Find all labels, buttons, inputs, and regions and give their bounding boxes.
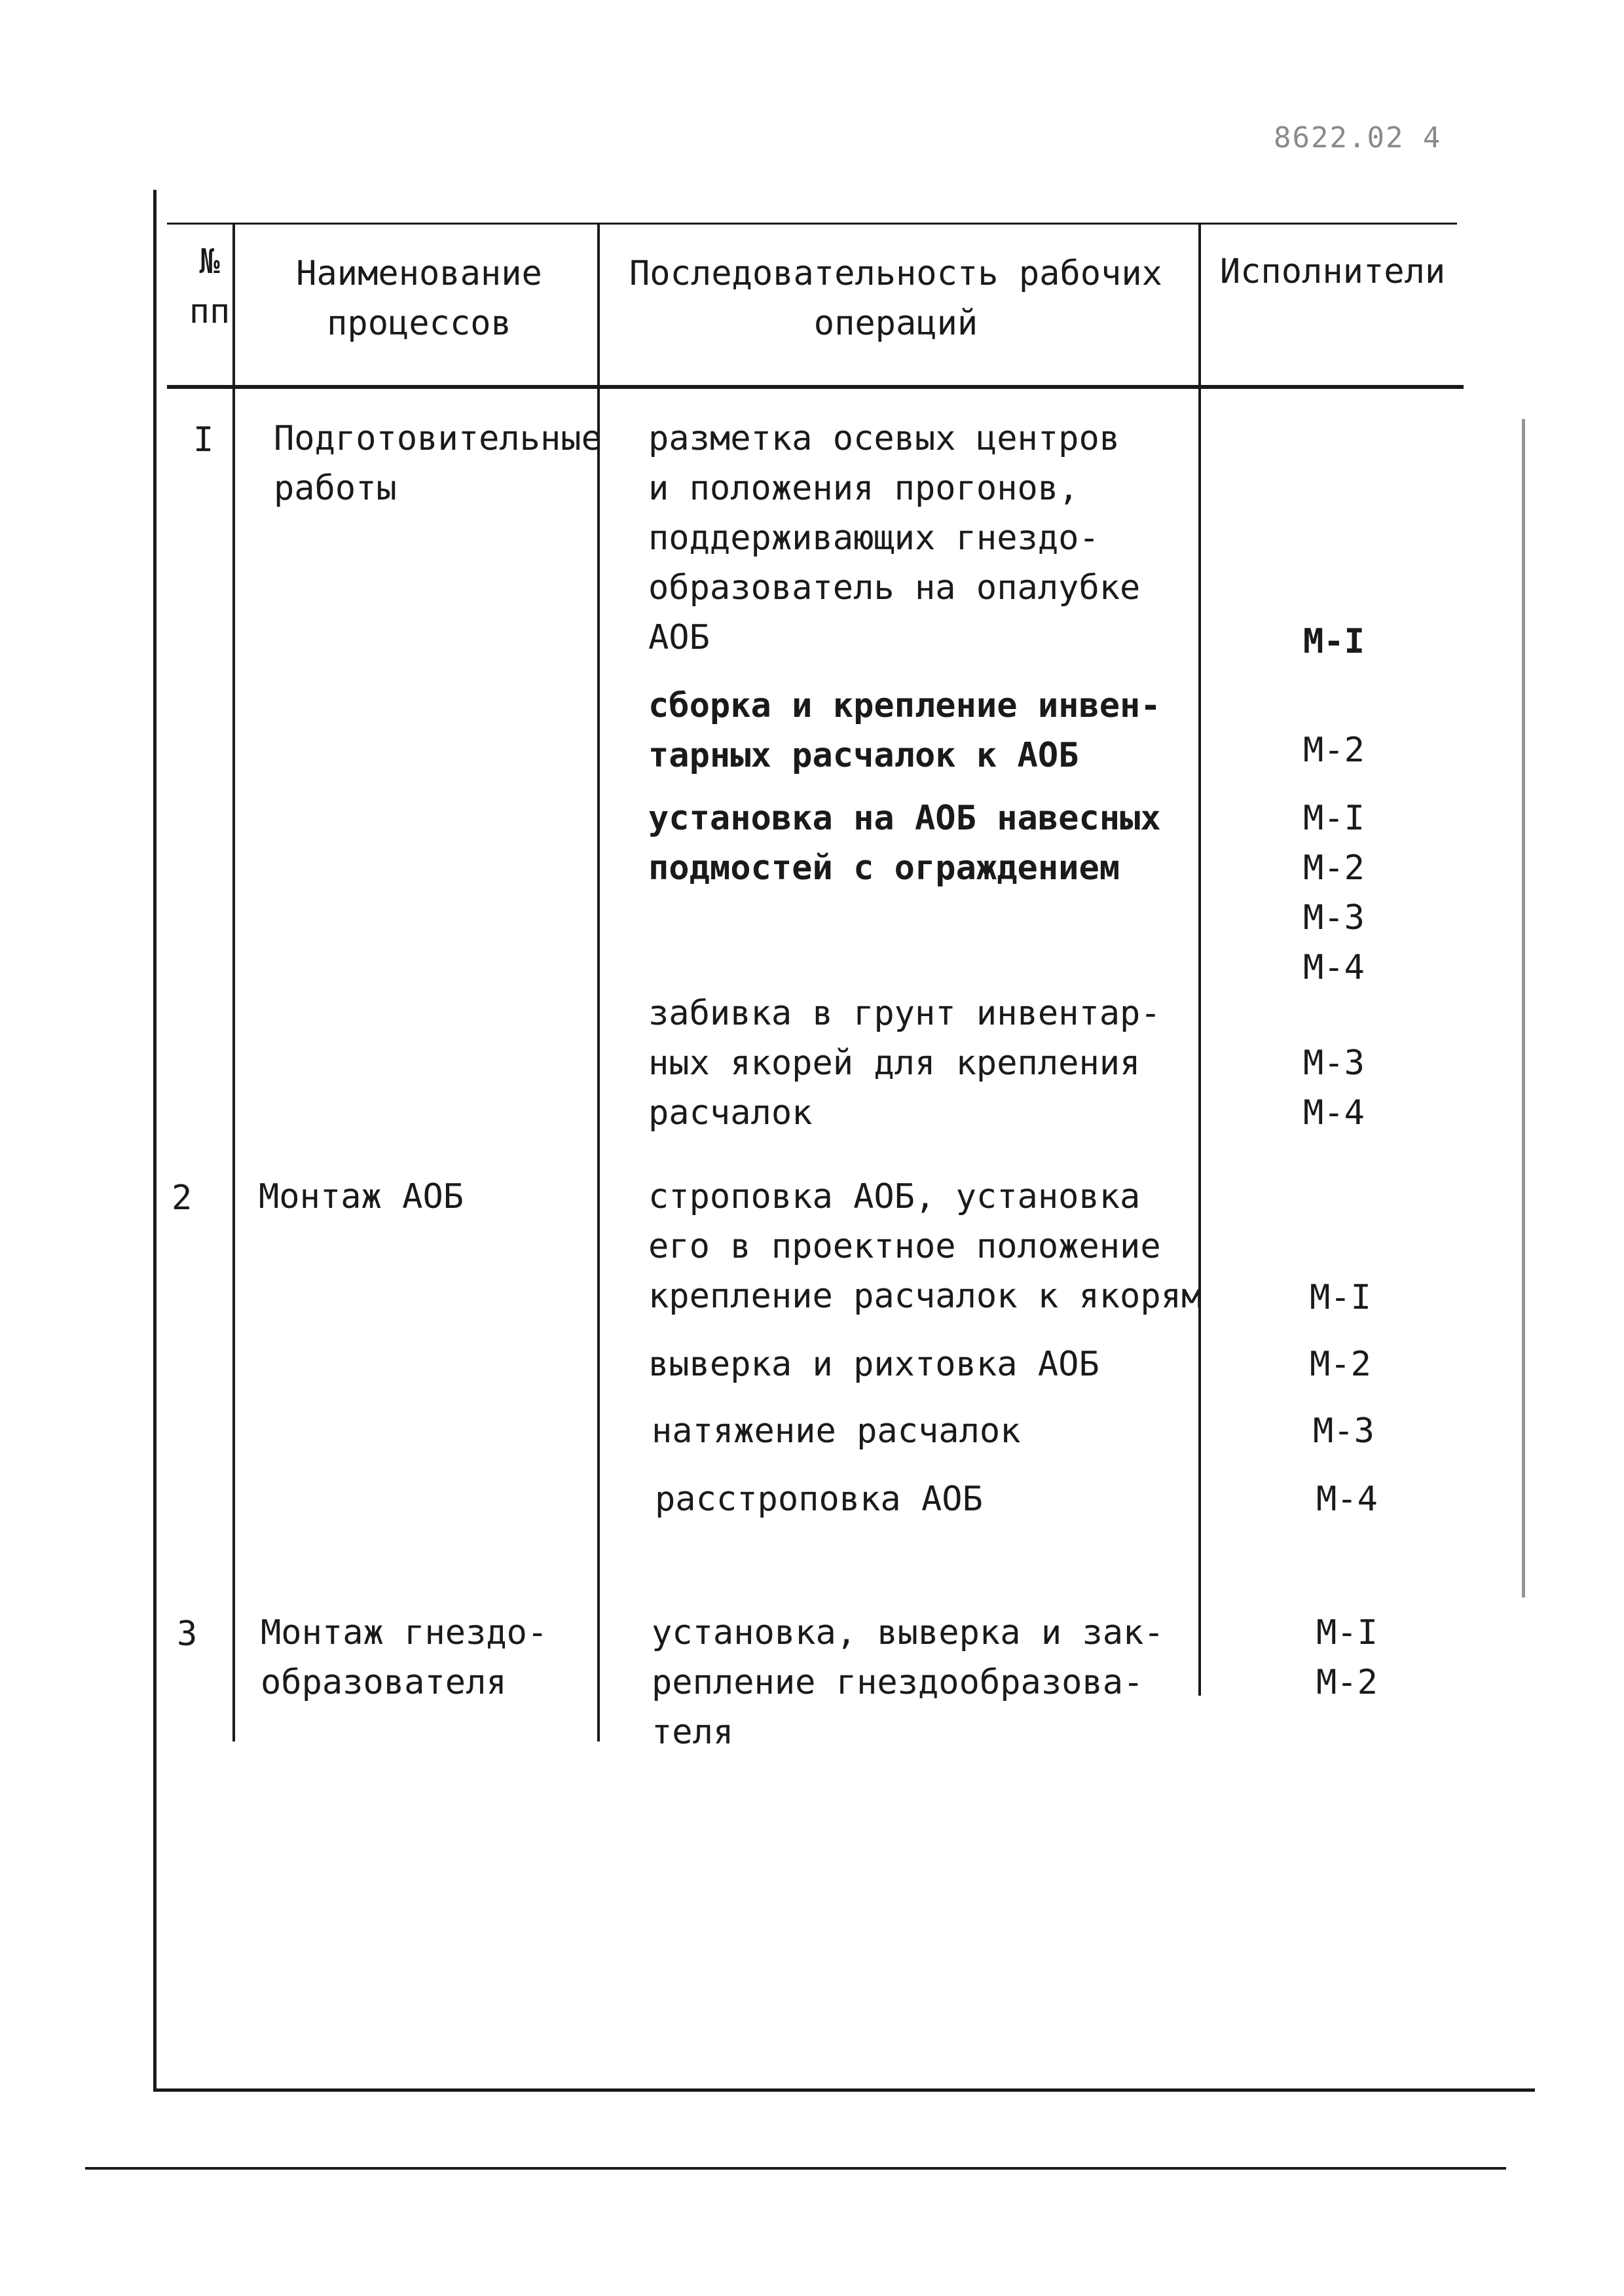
header-bottom-line: [167, 385, 1464, 389]
process-name: Монтаж гнездо- образователя: [261, 1613, 548, 1702]
left-frame-line: [153, 190, 157, 2092]
executor-code: М-3: [1313, 1412, 1375, 1451]
operation-text: строповка АОБ, установка его в проектное положение крепление расчалок к якорям: [648, 1177, 1202, 1316]
header-operations: Последовательность рабочих операций: [629, 254, 1162, 343]
header-number: № пп: [189, 242, 231, 331]
header-process-name: Наименование процессов: [296, 254, 542, 343]
row-number: 3: [177, 1614, 198, 1654]
column-divider-1: [232, 223, 235, 1741]
process-name: Подготовительные работы: [274, 419, 602, 508]
margin-mark: [1522, 419, 1525, 1597]
executor-code: М-I: [1310, 1278, 1371, 1317]
operation-text: сборка и крепление инвен- тарных расчалок к АОБ: [648, 686, 1161, 775]
executor-list: М-I М-2 М-3 М-4: [1303, 799, 1365, 987]
row-number: I: [193, 420, 214, 460]
page-bottom-rule: [85, 2167, 1506, 2170]
operation-text: натяжение расчалок: [652, 1412, 1021, 1451]
column-divider-3: [1198, 223, 1201, 1696]
bottom-frame-line: [153, 2088, 1535, 2092]
executor-code: М-I: [1303, 622, 1365, 661]
operation-text: установка, выверка и зак- репление гнездообразова- теля: [652, 1613, 1164, 1752]
executor-code: М-2: [1303, 731, 1365, 770]
executor-list: М-I М-2: [1316, 1613, 1378, 1702]
operation-text: забивка в грунт инвентар- ных якорей для крепления расчалок: [648, 994, 1161, 1133]
operation-text: выверка и рихтовка АОБ: [648, 1345, 1099, 1384]
executor-code: М-2: [1310, 1345, 1371, 1384]
row-number: 2: [172, 1178, 193, 1218]
document-number: 8622.02 4: [1274, 121, 1442, 155]
operation-text: установка на АОБ навесных подмостей с ограждением: [648, 799, 1161, 888]
operation-text: разметка осевых центров и положения прогонов, поддерживающих гнездо- образователь на опалубке АОБ: [648, 419, 1141, 657]
operation-text: расстроповка АОБ: [655, 1480, 983, 1519]
process-name: Монтаж АОБ: [259, 1177, 464, 1216]
executor-code: М-4: [1316, 1480, 1378, 1519]
executor-list: М-3 М-4: [1303, 1044, 1365, 1133]
header-top-line: [167, 223, 1457, 225]
header-executors: Исполнители: [1219, 252, 1446, 291]
